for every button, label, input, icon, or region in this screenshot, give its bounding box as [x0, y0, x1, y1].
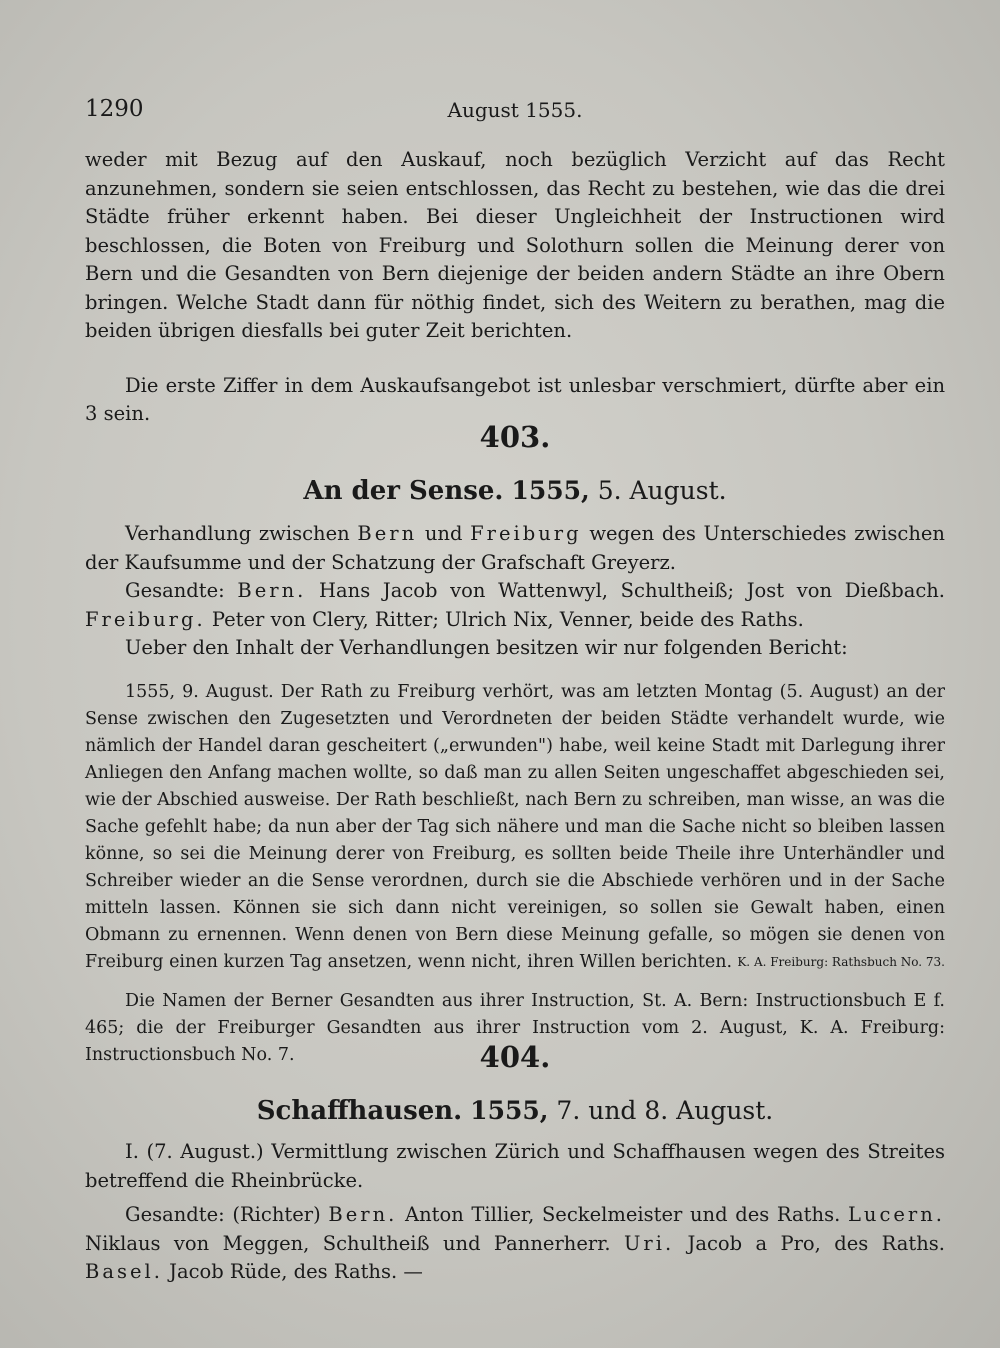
document-403 — [85, 420, 945, 1069]
document-heading — [85, 476, 945, 506]
document-heading — [85, 1096, 945, 1126]
place-bern: Bern — [357, 522, 418, 545]
running-title: August 1555. — [447, 98, 583, 122]
document-number: 403. — [479, 420, 551, 454]
report-source: K. A. Freiburg: Rathsbuch No. 73. — [737, 954, 945, 969]
document-number: 404. — [479, 1040, 551, 1074]
page-number: 1290 — [85, 96, 144, 122]
intro-paragraph: weder mit Bezug auf den Auskauf, noch bezüglich Verzicht auf das Recht anzunehmen, sondern sie seien entschlossen, das Recht zu bestehen, wie das die drei Städte früher erkennt haben. Bei dieser Ungleichheit der Instructionen wird beschlossen, die Boten von Freiburg und Solothurn sollen die Meinung derer von Bern und die Gesandten von Bern diejenige der beiden andern Städte an ihre Obern bringen. Welche Stadt dann für nöthig findet, sich des Weitern zu berathen, mag die beiden übrigen diesfalls bei guter Zeit berichten. — [85, 148, 945, 342]
document-date: 5. August. — [597, 476, 727, 505]
envoys-paragraph: Gesandte: Bern. Hans Jacob von Wattenwyl, Schultheiß; Jost von Dießbach. Freiburg. Peter von Clery, Ritter; Ulrich Nix, Venner, beide des Raths. — [85, 579, 945, 631]
document-year: 1555, — [511, 476, 590, 505]
document-place: Schaffhausen. — [256, 1096, 463, 1126]
envoys-basel-label: Basel. — [85, 1260, 163, 1283]
envoys-uri-label: Uri. — [623, 1231, 675, 1255]
document-summary: I. (7. August.) Vermittlung zwischen Zürich und Schaffhausen wegen des Streites betreffend die Rheinbrücke. — [85, 1140, 945, 1192]
intro-section — [85, 146, 945, 429]
envoys-bern-label: Bern. — [237, 579, 307, 602]
envoys-bern-label: Bern. — [328, 1203, 398, 1226]
document-date: 7. und 8. August. — [556, 1096, 774, 1125]
document-summary: Verhandlung zwischen Bern und Freiburg wegen des Unterschiedes zwischen der Kaufsumme und der Schatzung der Grafschaft Greyerz. — [85, 522, 945, 574]
report-paragraph: 1555, 9. August. Der Rath zu Freiburg verhört, was am letzten Montag (5. August) an der Sense zwischen den Zugesetzten und Verordneten der beiden Städte verhandelt wurde, wie nämlich der Handel daran gescheitert („erwunden") habe, weil keine Stadt mit Darlegung ihrer Anliegen den Anfang machen wollte, so daß man zu allen Seiten ungeschaffet abgeschieden sei, wie der Abschied ausweise. Der Rath beschließt, nach Bern zu schreiben, man wisse, an was die Sache gefehlt habe; da nun aber der Tag sich nähere und man die Sache nicht so bleiben lassen könne, so sei die Meinung derer von Freiburg, es sollten beide Theile ihre Unterhändler und Schreiber wieder an die Sense verordnen, durch sie die Abschiede verhören und in der Sache mitteln lassen. Können sie sich dann nicht vereinigen, so sollen sie Gewalt haben, einen Obmann zu ernennen. Wenn denen von Bern diese Meinung gefalle, so mögen sie denen von Freiburg einen kurzen Tag ansetzen, wenn nicht, ihren Willen berichten. — [85, 681, 945, 972]
intro-note: Die erste Ziffer in dem Auskaufsangebot ist unlesbar verschmiert, dürfte aber ein 3 sein. — [85, 373, 945, 425]
place-freiburg: Freiburg — [470, 522, 582, 545]
envoys-freiburg-label: Freiburg. — [85, 607, 206, 631]
document-year: 1555, — [470, 1096, 549, 1125]
document-404 — [85, 1040, 945, 1287]
document-place: An der Sense. — [303, 476, 504, 506]
envoys-lucern-label: Lucern. — [847, 1203, 945, 1226]
envoys-paragraph: Gesandte: (Richter) Bern. Anton Tillier, Seckelmeister und des Raths. Lucern. Niklaus von Meggen, Schultheiß und Pannerherr. Uri. Jacob a Pro, des Raths. Basel. Jacob Rüde, des Raths. — — [85, 1203, 945, 1283]
page-header — [85, 96, 945, 126]
report-intro: Ueber den Inhalt der Verhandlungen besitzen wir nur folgenden Bericht: — [125, 636, 848, 659]
footnote: Die Namen der Berner Gesandten aus ihrer Instruction, St. A. Bern: Instructionsbuch E f. 465; die der Freiburger Gesandten aus ihrer Instruction vom 2. August, K. A. Freiburg: Instructionsbuch No. 7. — [85, 990, 945, 1065]
